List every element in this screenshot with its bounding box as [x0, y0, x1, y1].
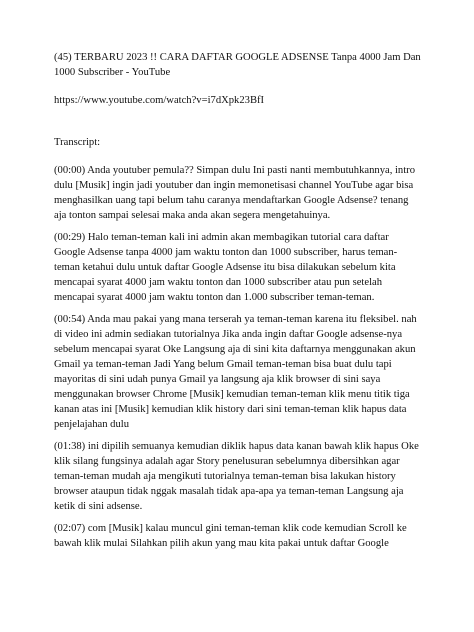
video-url: https://www.youtube.com/watch?v=i7dXpk23BfI	[54, 95, 265, 106]
transcript-paragraph: (00:29) Halo teman-teman kali ini admin akan membagikan tutorial cara daftar Google Adsense tanpa 4000 jam waktu tonton dan 1000 subscriber, harus teman-teman ketahui dulu untuk daftar Google Adsense itu bisa dilakukan sebelum kita mencapai syarat 4000 jam waktu tonton dan 1000 subscriber atau pun setelah mencapai syarat 4000 jam waktu tonton dan 1.000 subscriber teman-teman.	[54, 232, 398, 303]
transcript-paragraph: (00:54) Anda mau pakai yang mana terserah ya teman-teman karena itu fleksibel. nah di video ini admin sediakan tutorialnya Jika anda ingin daftar Google adsense-nya sebelum mencapai syarat Oke Langsung aja di sini kita daftarnya menggunakan akun Gmail ya teman-teman Jadi Yang belum Gmail teman-teman bisa buat dulu tapi mayoritas di sini udah punya Gmail ya langsung aja klik browser di sini saya menggunakan browser Chrome [Musik] kemudian teman-teman klik menu titik tiga kanan atas ini [Musik] kemudian klik history dari sini teman-teman klik hapus data penjelajahan dulu	[54, 314, 417, 430]
transcript-paragraph: (00:00) Anda youtuber pemula?? Simpan dulu Ini pasti nanti membutuhkannya, intro dulu [Musik] ingin jadi youtuber dan ingin memonetisasi channel YouTube agar bisa menghasilkan uang tapi belum tahu caranya mendaftarkan Google Adsense? tenang aja tonton sampai selesai maka anda akan segera mengetahuinya.	[54, 165, 415, 221]
transcript-paragraph: (02:07) com [Musik] kalau muncul gini teman-teman klik code kemudian Scroll ke bawah klik mulai Silahkan pilih akun yang mau kita pakai untuk daftar Google	[54, 523, 407, 549]
transcript-paragraph: (01:38) ini dipilih semuanya kemudian diklik hapus data kanan bawah klik hapus Oke klik silang fungsinya adalah agar Story penelusuran sebelumnya dibersihkan agar teman-teman mudah aja mengikuti tutorialnya teman-teman bisa lakukan history browser ataupun tidak nggak masalah tidak apa-apa ya teman-teman Langsung aja ketik di sini adsense.	[54, 441, 419, 512]
transcript-label: Transcript:	[54, 137, 101, 148]
document-title: (45) TERBARU 2023 !! CARA DAFTAR GOOGLE ADSENSE Tanpa 4000 Jam Dan 1000 Subscriber - YouTube	[54, 52, 421, 78]
